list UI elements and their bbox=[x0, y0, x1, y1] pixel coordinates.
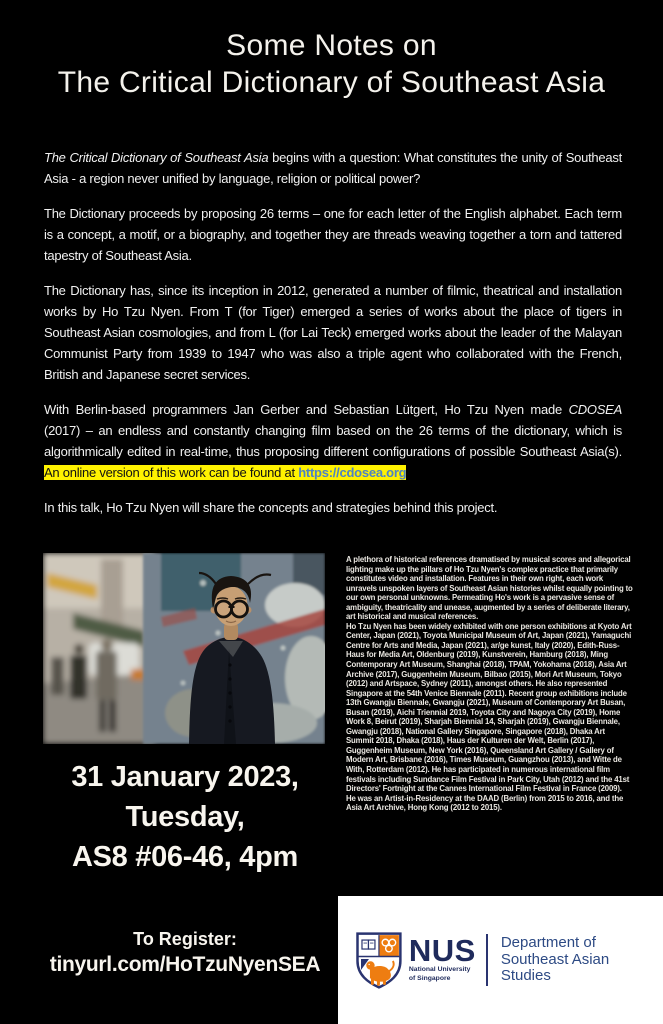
speaker-photo-illustration bbox=[43, 553, 325, 744]
speaker-photo bbox=[43, 553, 325, 744]
event-venue: AS8 #06-46, 4pm bbox=[71, 841, 298, 873]
bio-exhibitions: Ho Tzu Nyen has been widely exhibited with one person exhibitions at Kyoto Art Center, Japan (2021), Toyota Municipal Museum of Art, Japan (2021), Yamaguchi Centre for Arts and Media, Japan (2021), ar/ge kunst, Italy (2020), Edith-Russ-Haus for Media Art, Oldenburg (2019), Kunstverein, Hamburg (2018), Ming Contemporary Art Museum, Shanghai (2018), TPAM, Yokohama (2018), Asia Art Archive (2017), Guggenheim Museum, Bilbao (2015), Mori Art Museum, Tokyo (2012) and Artspace, Sydney (2011), amongst others. He also represented Singapore at the 54th Venice Biennale (2011). Recent group exhibitions include 13th Gwangju Biennale, Gwangju (2021), Museum of Contemporary Art Busan, Busan (2019), Aichi Triennial 2019, Toyota City and Nagoya City (2019), Home Work 8, Beirut (2019), Sharjah Biennial 14, Sharjah (2019), Gwangju Biennale, Gwangju (2018), National Gallery Singapore, Singapore (2018), Dhaka Art Summit 2018, Dhaka (2018), Haus der Kulturen der Welt, Berlin (2017), Guggenheim Museum, New York (2016), Queensland Art Gallery / Gallery of Modern Art, Brisbane (2016), Times Museum, Guangzhou (2013), and Witte de With, Rotterdam (2012). He has participated in numerous international film festivals including Sundance Film Festival in Park City, Utah (2012) and the 41st Directors' Fortnight at the Cannes International Film Festival in France (2009). He was an Artist-in-Residency at the DAAD (Berlin) from 2015 to 2016, and the Asia Art Archive, Hong Kong (2012 to 2015). bbox=[346, 621, 632, 813]
event-details bbox=[25, 757, 345, 877]
speaker-bio bbox=[346, 555, 633, 813]
paragraph-cdosea: With Berlin-based programmers Jan Gerber and Sebastian Lütgert, Ho Tzu Nyen made CDOSEA (2017) – an endless and constantly changing film based on the 26 terms of the dictionary, which is algorithmically edited in real-time, thus proposing different configurations of possible Southeast Asia(s). An online version of this work can be found at https://cdosea.org bbox=[44, 402, 622, 480]
title-line-1: Some Notes on bbox=[226, 29, 437, 62]
nus-logo-box bbox=[338, 896, 663, 1024]
nus-acronym: NUS bbox=[408, 933, 476, 968]
paragraph-talk-summary: In this talk, Ho Tzu Nyen will share the concepts and strategies behind this project. bbox=[44, 500, 498, 515]
nus-subtitle-line1: National University bbox=[408, 966, 471, 973]
logo-divider bbox=[486, 934, 488, 986]
register-url-link[interactable]: tinyurl.com/HoTzuNyenSEA bbox=[49, 953, 321, 976]
department-line2: Southeast Asian Studies bbox=[500, 950, 610, 985]
department-line1: Department of bbox=[500, 934, 596, 952]
event-day: Tuesday, bbox=[125, 801, 245, 833]
register-label: To Register: bbox=[133, 929, 237, 949]
work-title-italic: The Critical Dictionary of Southeast Asia bbox=[44, 150, 269, 165]
poster-title bbox=[0, 27, 663, 101]
registration bbox=[25, 928, 345, 978]
nus-subtitle-line2: of Singapore bbox=[408, 975, 451, 982]
cdosea-title-italic: CDOSEA bbox=[568, 402, 622, 417]
nus-shield-icon bbox=[356, 932, 402, 989]
cdosea-link[interactable]: https://cdosea.org bbox=[298, 465, 407, 480]
paragraph-terms: The Dictionary proceeds by proposing 26 terms – one for each letter of the English alphabet. Each term is a concept, a motif, or a biography, and together they are threads weaving together a torn and tattered tapestry of Southeast Asia. bbox=[44, 206, 622, 263]
street-scene bbox=[43, 553, 155, 744]
paragraph-intro: The Critical Dictionary of Southeast Asia begins with a question: What constitutes the unity of Southeast Asia - a region never unified by language, religion or political power? bbox=[44, 150, 622, 186]
event-date: 31 January 2023, bbox=[71, 761, 299, 793]
paragraph-history: The Dictionary has, since its inception in 2012, generated a number of filmic, theatrical and installation works by Ho Tzu Nyen. From T (for Tiger) emerged a series of works about the place of tigers in Southeast Asian cosmologies, and from L (for Lai Teck) emerged works about the leader of the Malayan Communist Party from 1939 to 1947 who was also a triple agent who collaborated with the French, British and Japanese secret services. bbox=[44, 283, 622, 382]
bio-practice: A plethora of historical references dramatised by musical scores and allegorical lighting make up the pillars of Ho Tzu Nyen's complex practice that primarily constitutes video and installation. Features in their own right, each work unravels unspoken layers of Southeast Asian histories whilst equally pointing to our own personal unknowns. Permeating Ho's work is a pervasive sense of ambiguity, theatricality and unease, augmented by a series of deliberate literary, art historical and musical references. bbox=[346, 555, 633, 622]
nus-wordmark bbox=[408, 933, 476, 983]
body-copy bbox=[44, 147, 622, 532]
highlighted-text: An online version of this work can be found at https://cdosea.org bbox=[44, 465, 407, 480]
department-name bbox=[501, 935, 663, 985]
title-line-2: The Critical Dictionary of Southeast Asia bbox=[57, 66, 606, 99]
